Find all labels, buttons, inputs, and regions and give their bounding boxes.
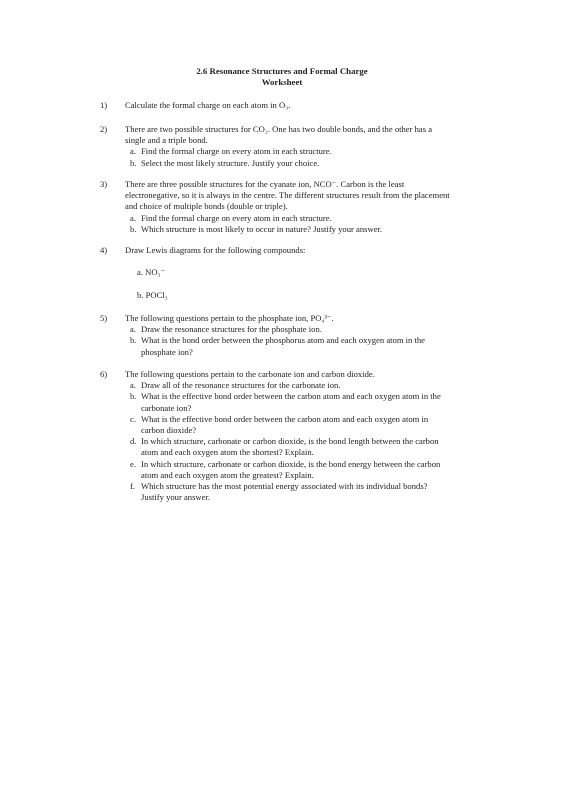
sub-text: Which structure is most likely to occur in nature? Justify your answer. bbox=[141, 223, 383, 234]
sub-text: What is the effective bond order between the carbon atom and each oxygen atom in the carbonate ion? bbox=[141, 391, 441, 413]
question-text: There are two possible structures for CO₂. One has two double bonds, and the other has a single and a triple bond. bbox=[125, 124, 433, 146]
question-text: Calculate the formal charge on each atom in O₃. bbox=[125, 100, 291, 110]
sub-letter: b. bbox=[130, 223, 137, 234]
sub-letter: b. bbox=[130, 391, 137, 402]
question-number: 5) bbox=[100, 313, 108, 323]
sub-text: Find the formal charge on every atom in each structure. bbox=[141, 212, 332, 223]
sub-question-c bbox=[125, 414, 445, 436]
sub-question-a bbox=[125, 146, 445, 157]
question-number: 3) bbox=[100, 179, 108, 189]
sub-question-f bbox=[125, 481, 445, 503]
sub-text: Draw the resonance structures for the phosphate ion. bbox=[141, 324, 322, 335]
sub-question-d bbox=[125, 436, 445, 458]
sub-letter: c. bbox=[130, 413, 136, 424]
compound-a: a. NO₃⁻ bbox=[137, 267, 166, 277]
sub-text: Find the formal charge on every atom in each structure. bbox=[141, 146, 332, 157]
sub-letter: d. bbox=[130, 436, 137, 447]
question-number: 6) bbox=[100, 369, 108, 379]
question-number: 1) bbox=[100, 100, 108, 110]
sub-text: What is the effective bond order between the carbon atom and each oxygen atom in carbon dioxide? bbox=[141, 413, 429, 436]
worksheet-title bbox=[0, 66, 564, 88]
sub-question-a bbox=[120, 213, 450, 224]
sub-letter: a. bbox=[130, 212, 136, 223]
sub-question-e bbox=[125, 459, 445, 481]
title-line-1: 2.6 Resonance Structures and Formal Charge bbox=[196, 66, 368, 76]
sub-letter: a. bbox=[130, 380, 136, 391]
title-line-2: Worksheet bbox=[261, 77, 303, 87]
sub-text: Which structure has the most potential energy associated with its individual bonds? Justify your answer. bbox=[141, 481, 428, 503]
compound-b: b. POCl₃ bbox=[137, 290, 168, 300]
sub-letter: e. bbox=[130, 458, 136, 469]
question-text: Draw Lewis diagrams for the following compounds: bbox=[125, 245, 306, 255]
sub-question-b bbox=[120, 224, 450, 235]
sub-question-b bbox=[125, 335, 445, 357]
question-text: There are three possible structures for the cyanate ion, NCO⁻. Carbon is the least electronegative, so it is always in the centre. The different structures result from the placement and choice of multiple bonds (double or triple). bbox=[125, 179, 450, 212]
sub-text: In which structure, carbonate or carbon dioxide, is the bond energy between the carbon atom and each oxygen atom the greatest? Explain. bbox=[141, 458, 441, 480]
sub-text: What is the bond order between the phosphorus atom and each oxygen atom in the phosphate ion? bbox=[141, 335, 425, 357]
sub-question-b bbox=[125, 158, 445, 169]
sub-text: In which structure, carbonate or carbon dioxide, is the bond length between the carbon atom and each oxygen atom the shortest? Explain. bbox=[141, 436, 439, 458]
sub-text: Draw all of the resonance structures for the carbonate ion. bbox=[141, 380, 341, 391]
sub-question-a bbox=[125, 324, 445, 335]
question-number: 4) bbox=[100, 245, 108, 255]
sub-question-b bbox=[125, 391, 445, 413]
sub-letter: a. bbox=[130, 146, 136, 157]
question-number: 2) bbox=[100, 124, 108, 134]
question-text: The following questions pertain to the phosphate ion, PO₄³⁻. bbox=[125, 313, 334, 323]
sub-letter: b. bbox=[130, 335, 137, 346]
sub-letter: a. bbox=[130, 324, 136, 335]
question-text: The following questions pertain to the carbonate ion and carbon dioxide. bbox=[125, 369, 375, 379]
sub-text: Select the most likely structure. Justify your choice. bbox=[141, 157, 320, 168]
sub-question-a bbox=[125, 380, 445, 391]
sub-letter: f. bbox=[130, 481, 136, 492]
sub-letter: b. bbox=[130, 157, 137, 168]
